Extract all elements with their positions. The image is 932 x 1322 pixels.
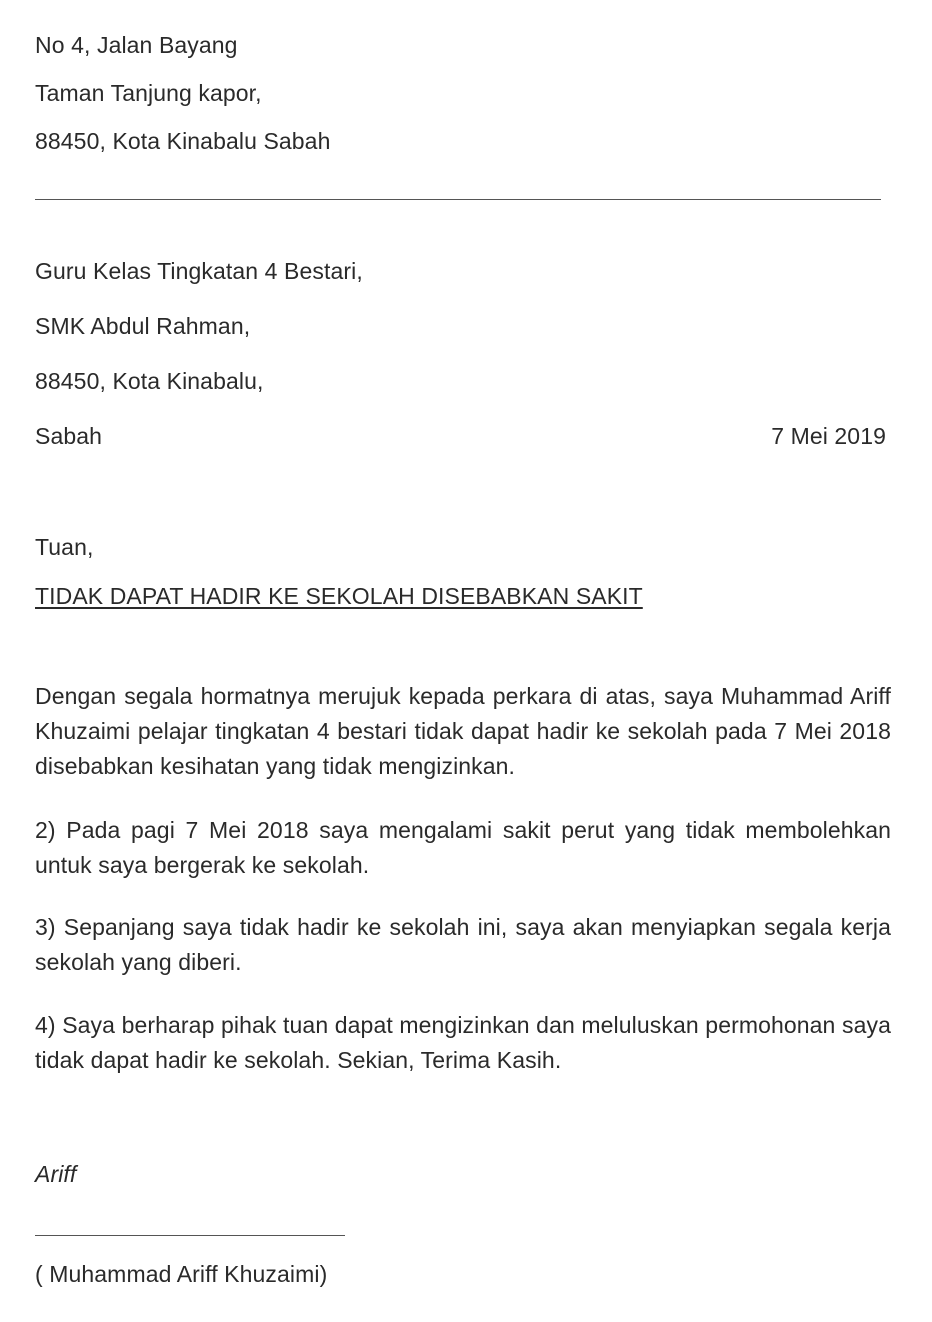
letter-date: 7 Mei 2019 [771, 423, 886, 449]
signature-text: Ariff [35, 1161, 77, 1187]
body-paragraph-1: Dengan segala hormatnya merujuk kepada perkara di atas, saya Muhammad Ariff Khuzaimi pelajar tingkatan 4 bestari tidak dapat hadir ke sekolah pada 7 Mei 2018 disebabkan kesihatan yang tidak mengizinkan. [35, 683, 891, 779]
header-divider [35, 199, 881, 200]
signature-line [35, 1235, 345, 1236]
recipient-address-line-1: Guru Kelas Tingkatan 4 Bestari, [35, 258, 363, 284]
signatory-name: ( Muhammad Ariff Khuzaimi) [35, 1261, 328, 1287]
body-paragraph-3: 3) Sepanjang saya tidak hadir ke sekolah ini, saya akan menyiapkan segala kerja sekolah yang diberi. [35, 914, 891, 975]
sender-address-line-3: 88450, Kota Kinabalu Sabah [35, 128, 331, 154]
recipient-address-line-2: SMK Abdul Rahman, [35, 313, 251, 339]
body-paragraph-4: 4) Saya berharap pihak tuan dapat mengizinkan dan meluluskan permohonan saya tidak dapat hadir ke sekolah. Sekian, Terima Kasih. [35, 1012, 891, 1073]
sender-address-line-1: No 4, Jalan Bayang [35, 32, 238, 58]
recipient-address-line-4: Sabah [35, 423, 103, 449]
sender-address-line-2: Taman Tanjung kapor, [35, 80, 262, 106]
body-paragraph-2: 2) Pada pagi 7 Mei 2018 saya mengalami sakit perut yang tidak membolehkan untuk saya bergerak ke sekolah. [35, 817, 891, 878]
salutation: Tuan, [35, 534, 94, 560]
subject-heading: TIDAK DAPAT HADIR KE SEKOLAH DISEBABKAN SAKIT [35, 583, 643, 609]
recipient-address-line-3: 88450, Kota Kinabalu, [35, 368, 264, 394]
